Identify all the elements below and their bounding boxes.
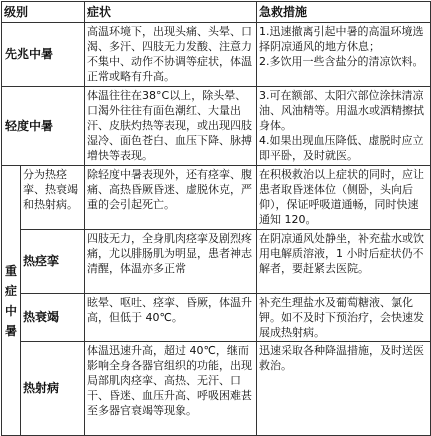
measures-precursor [257,23,431,87]
header-symptoms: 症状 [85,2,257,23]
type-heat-exhaustion: 热衰竭 [21,294,85,342]
severe-subtypes: 分为热痉挛、热衰竭和热射病。 [21,166,85,230]
symptoms-heatstroke: 体温迅速升高，超过 40℃，继而影响全身各器官组织的功能，出现局部肌肉痉挛、高热、无汗、口干、昏迷、血压升高、呼吸困难甚至多器官衰竭等现象。 [85,342,257,436]
measure-item: 3.可在额部、太阳穴部位涂抹清凉油、风油精等。用温水或酒精擦拭身体。 [259,89,425,132]
level-mild: 轻度中暑 [2,87,85,166]
level-severe-char: 重 [4,263,17,278]
type-heat-cramps: 热痉挛 [21,230,85,294]
level-severe-char: 中 [4,303,17,318]
table-row-heatstroke [2,342,431,436]
symptoms-heat-exhaustion: 眩晕、呕吐、痉挛、昏厥，体温升高，但低于 40℃。 [85,294,257,342]
level-severe [2,166,21,436]
table-row-mild [2,87,431,166]
symptoms-heat-cramps: 四肢无力，全身肌肉痉挛及剧烈疼痛，尤以腓肠肌为明显，患者神志清醒，体温亦多正常 [85,230,257,294]
measures-mild [257,87,431,166]
measure-item: 1.迅速撤离引起中暑的高温环境选择阴凉通风的地方休息； [259,25,424,53]
level-severe-char: 暑 [4,323,17,338]
measure-item: 2.多饮用一些含盐分的清凉饮料。 [259,55,424,68]
measures-severe: 在积极救治以上症状的同时，应让患者取昏迷体位（侧卧，头向后仰），保证呼吸道通畅，同时快速通知 120。 [257,166,431,230]
measures-heat-exhaustion: 补充生理盐水及葡萄糖液、氯化钾。如不及时下预治疗，会快速发展成热射病。 [257,294,431,342]
table-row-severe-intro [2,166,431,230]
measures-heatstroke: 迅速采取各种降温措施，及时送医救治。 [257,342,431,436]
level-severe-char: 症 [4,283,17,298]
measures-heat-cramps: 在阴凉通风处静坐，补充盐水或饮用电解质溶液，1 小时后症状仍不解者，要赶紧去医院。 [257,230,431,294]
type-heatstroke: 热射病 [21,342,85,436]
table-row-heat-cramps [2,230,431,294]
table-header-row [2,2,431,23]
level-precursor: 先兆中暑 [2,23,85,87]
header-level: 级别 [2,2,85,23]
table-row-precursor [2,23,431,87]
table-row-heat-exhaustion [2,294,431,342]
symptoms-precursor: 高温环境下，出现头痛、头晕、口渴、多汗、四肢无力发酸、注意力不集中、动作不协调等症状，体温正常或略有升高。 [85,23,257,87]
measure-item: 4.如果出现血压降低、虚脱时应立即平卧，及时就医。 [259,134,424,162]
heatstroke-table [1,1,431,436]
symptoms-mild: 体温往往在38°C以上，除头晕、口渴外往往有面色潮红、大量出汗、皮肤灼热等表现，或出现四肢湿冷、面色苍白、血压下降、脉搏增快等表现。 [85,87,257,166]
header-measures: 急救措施 [257,2,431,23]
symptoms-severe: 除轻度中暑表现外，还有痉挛、腹痛、高热昏厥昏迷、虚脱休克，严重的会引起死亡。 [85,166,257,230]
